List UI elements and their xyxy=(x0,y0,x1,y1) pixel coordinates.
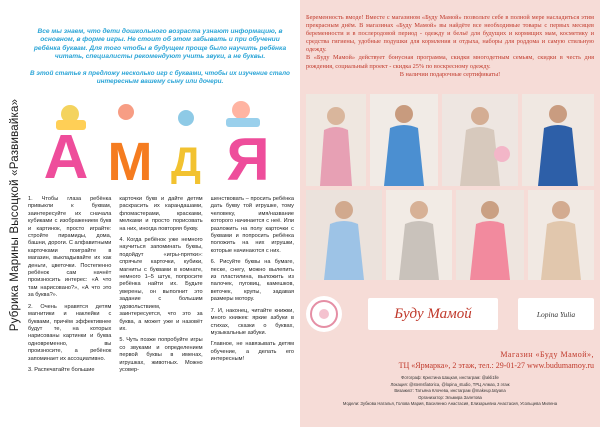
letter-m: М xyxy=(107,132,153,184)
photo-pregnant-woman-2 xyxy=(370,94,438,186)
photo-pregnant-woman-1 xyxy=(306,94,366,186)
photo-pregnant-woman-7 xyxy=(456,190,524,280)
promo-certificates: В наличии подарочные сертификаты! xyxy=(399,70,501,78)
paragraph: 7. И, наконец, читайте книжки, много книжек: яркие азбуки в стихах, сказки о буквах, музыкальные азбуки. xyxy=(210,307,294,336)
sponsor-logos xyxy=(306,292,594,336)
intro-text: Все мы знаем, что дети дошкольного возраста узнают информацию, в основном, в форме игры. Не стоит об этом забывать и при обучении ребёнка буквам. Для того чтобы в будущем проще было научить ребёнка читать, специалисты рекомендуют учить звуки, а не буквы. xyxy=(33,28,287,61)
paragraph: 6. Рисуйте буквы на бумаге, песке, снегу, можно вылепить из пластилина, выложить из палочек, пуговиц, камешков, веточек, крупы, задавая размеры мотору. xyxy=(210,259,294,303)
lopina-yulia-logo xyxy=(518,298,594,330)
intro-subtext: В этой статье я предложу несколько игр с буквами, чтобы их изучение стало интересным вашему сыну или дочери. xyxy=(30,70,290,86)
shop-name: Магазин «Буду Мамой», xyxy=(500,350,594,359)
paragraph: 2. Очень нравятся детям магнитики и наклейки с буквами, причём эффективнее будут те, на которых нарисованы картинки и буква одновременно, вы произносите, а ребёнок запоминает их ассоциативно. xyxy=(28,303,112,362)
budu-mamoy-logo xyxy=(368,298,498,330)
photo-grid xyxy=(306,94,594,280)
paragraph: карточки букв и дайте детям раскрасить их карандашами, фломастерами, красками, мелками и просто порисовать на них, иногда повторяя букву. xyxy=(119,196,203,232)
letter-ya: Я xyxy=(226,126,270,184)
article-column-2 xyxy=(119,196,202,378)
article-columns xyxy=(28,196,294,378)
photo-pregnant-woman-8 xyxy=(528,190,594,280)
promo-paragraph: В «Буду Мамой» действует бонусная программа, скидки многодетным семьям, скидки в честь дня рождения, социальный проект - скидка 25% по воскресному одежду. xyxy=(306,54,594,70)
lopina-yulia-logo-text: Lopina Yulia xyxy=(536,309,576,319)
paragraph: шенствовать – просить ребёнка дать букву той игрушке, тому человеку, имя/название которого начинается с неё. Или разложить на полу карточки с буквами и попросить ребёнка положить на них игрушки, которые начинаются с них. xyxy=(210,196,294,254)
credit-line: Визажист: Татьяна Клочева, инстаграм @makeup.tatyana xyxy=(394,388,506,394)
credit-line: Фотограф: Кристина Шацкая, инстаграм: @akli1lle xyxy=(401,375,499,380)
studio-logo xyxy=(306,296,342,332)
letters-illustration xyxy=(36,94,286,184)
paragraph: 5. Чуть позже попробуйте игры со звуками и определением первой буквы в именах, игрушках, животных. Можно усовер- xyxy=(119,337,203,373)
credit-line: Организатор: Эльмира Залетова xyxy=(418,394,482,400)
photo-credits xyxy=(306,375,594,408)
promo-paragraph: Беременность вмоде! Вместе с магазином «Буду Мамой» позвольте себе в полной мере насладиться этим прекрасным днём. В магазинах «Буду Мамой» вы найдёте все необходимые товары с первых месяцев беременности и в послеродовой период - одежду и бельё для будущих и кормящих мам, косметику и средства гигиены, удобные подушки для кормления и отдыха, наборы для роддома и самую стильную одежду. xyxy=(306,14,594,54)
credit-line: Модели: Зубкова Наталья, Голова Мария, Василенко Анастасия, Елизарьевна Анастасия, Усольцева Милена xyxy=(342,401,558,407)
article-column-1 xyxy=(28,196,111,378)
photo-pregnant-woman-6 xyxy=(386,190,452,280)
photo-pregnant-woman-5 xyxy=(306,190,382,280)
paragraph: 1. Чтобы глаза ребёнка привыкли к буквам, заинтересуйте их сначала кубиками с изображением букв и картинок, просто играйте: стройте пирамиды, дома, башни, дороги. С алфавитными карточками поиграйте в магазин, выкладывайте их как деньги, цветочки. Постепенно ребёнок сам начнёт произносить интерес: «А что там нарисовано?», «А что это за буква?». xyxy=(28,196,112,299)
promo-text xyxy=(306,14,594,79)
photo-pregnant-woman-3 xyxy=(442,94,518,186)
paragraph: 4. Когда ребёнок уже немного научиться запоминать буквы, подойдут «игры-прятки»: спрячьте карточки, кубики, магниты с буквами в комнате, немного 1–5 штук, попросите ребёнка найти их. Будьте уверены, он выполнит это задание с большим удовольствием, заинтересуется, что это за буква, а может уже и назовёт их. xyxy=(119,237,203,332)
article-column-3 xyxy=(211,196,294,378)
shop-info xyxy=(306,350,594,370)
credit-line: Локация: @stemsfiatorica, @lopina_studio, ТРЦ Алмаз, 3 этаж xyxy=(390,381,510,387)
photo-pregnant-woman-4 xyxy=(522,94,594,186)
vertical-title xyxy=(6,10,24,420)
vertical-title-text: Рубрика Марины Высоцкой «Развивайка» xyxy=(9,98,21,332)
letter-a: А xyxy=(43,123,89,184)
shop-address: ТЦ «Ярмарка», 2 этаж, тел.: 29-01-27 www.budumamoy.ru xyxy=(398,361,594,370)
budu-mamoy-logo-text: Буду Мамой xyxy=(394,305,472,322)
paragraph: 3. Распечатайте большие xyxy=(28,366,95,373)
letter-d: Д xyxy=(171,138,201,184)
paragraph: Главное, не навязывать детям обучение, а делать его интересным! xyxy=(210,341,294,363)
